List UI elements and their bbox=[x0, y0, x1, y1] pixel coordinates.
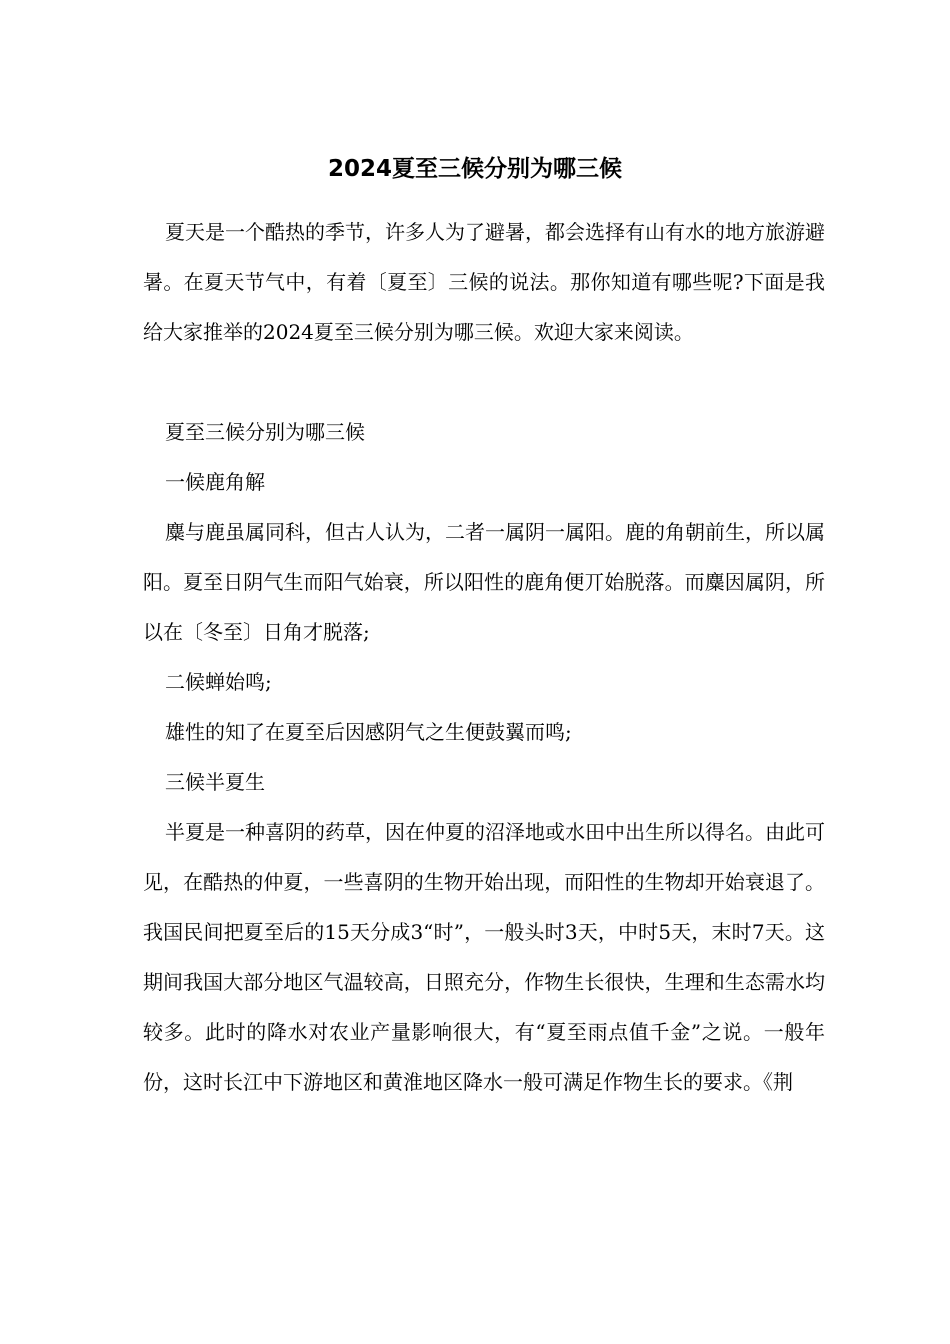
second-pentad-heading: 二候蝉始鸣; bbox=[165, 670, 272, 694]
third-pentad-heading: 三候半夏生 bbox=[165, 770, 265, 794]
document-body bbox=[143, 207, 825, 1107]
first-pentad-heading: 一候鹿角解 bbox=[165, 470, 265, 494]
intro-paragraph: 夏天是一个酷热的季节，许多人为了避暑，都会选择有山有水的地方旅游避暑。在夏天节气中，有着〔夏至〕三候的说法。那你知道有哪些呢?下面是我给大家推举的2024夏至三候分别为哪三候。欢迎大家来阅读。 bbox=[143, 220, 825, 344]
section-heading: 夏至三候分别为哪三候 bbox=[165, 420, 365, 444]
document-title: 2024夏至三候分别为哪三候 bbox=[327, 156, 622, 182]
second-pentad-paragraph: 雄性的知了在夏至后因感阴气之生便鼓翼而鸣; bbox=[165, 720, 572, 744]
first-pentad-paragraph: 麋与鹿虽属同科，但古人认为，二者一属阴一属阳。鹿的角朝前生，所以属阳。夏至日阴气生而阳气始衰，所以阳性的鹿角便丌始脱落。而麋因属阴，所以在〔冬至〕日角才脱落; bbox=[143, 520, 825, 644]
third-pentad-paragraph: 半夏是一种喜阴的药草，因在仲夏的沼泽地或水田中出生所以得名。由此可见，在酷热的仲夏，一些喜阴的生物开始出现，而阳性的生物却开始衰退了。我国民间把夏至后的15天分成3“时”，一般头时3天，中时5天，末时7天。这期间我国大部分地区气温较高，日照充分，作物生长很快，生理和生态需水均较多。此时的降水对农业产量影响很大，有“夏至雨点值千金”之说。一般年份，这时长江中下游地区和黄淮地区降水一般可满足作物生长的要求。《荆 bbox=[143, 820, 825, 1094]
